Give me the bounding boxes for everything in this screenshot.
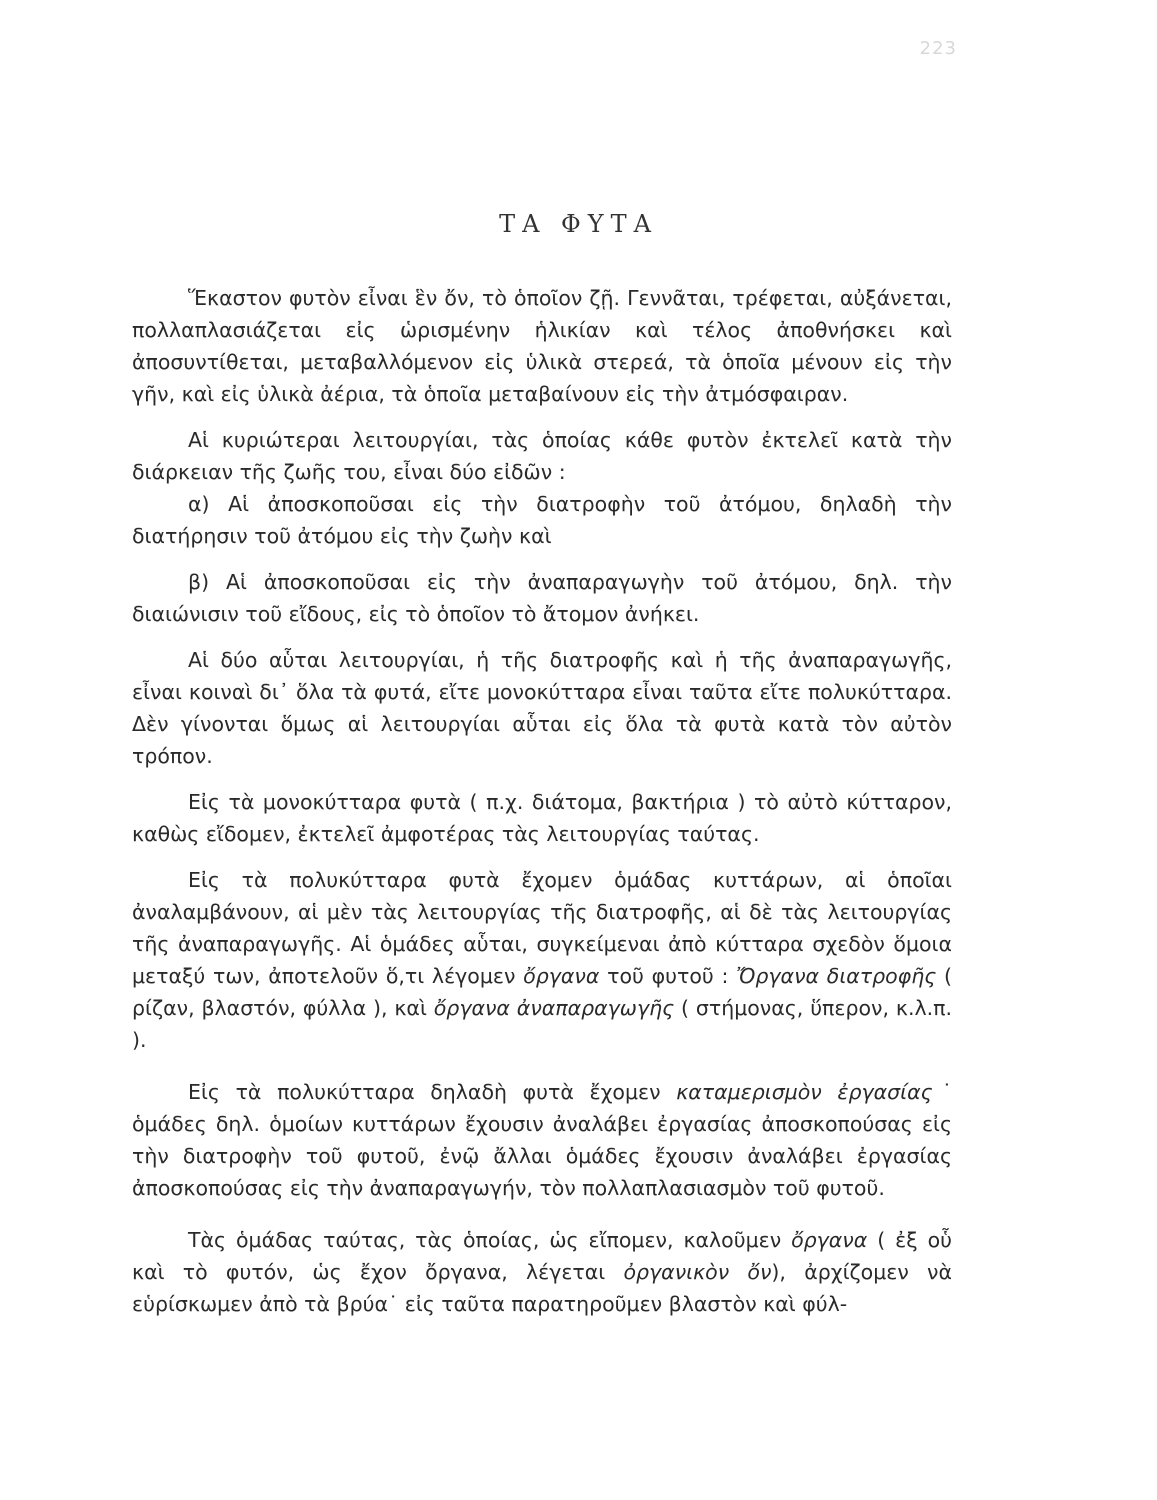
emphasis: Ὄργανα διατροφῆς [736, 964, 937, 988]
paragraph: Εἰς τὰ μονοκύτταρα φυτὰ ( π.χ. διάτομα, βακτήρια ) τὸ αὐτὸ κύτταρον, καθὼς εἴδομεν, ἐκτελεῖ ἀμφοτέρας τὰς λειτουργίας ταύτας. [132, 790, 952, 846]
text-run: τοῦ φυτοῦ : [599, 964, 737, 988]
text-run: ˙ ὁμάδες δηλ. ὁμοίων κυττάρων ἔχουσιν ἀναλάβει ἐργασίας ἀποσκοπούσας εἰς τὴν διατροφὴν τοῦ φυτοῦ, ἐνῷ ἄλλαι ὁμάδες ἔχουσιν ἀναλάβει ἐργασίας ἀποσκοπούσας εἰς τὴν ἀναπαραγωγήν, τὸν πολλαπλασιασμὸν τοῦ φυτοῦ. [132, 1080, 953, 1200]
emphasis: ὄργανα [523, 964, 600, 988]
paragraph [132, 864, 952, 1056]
list-item: β) Αἱ ἀποσκοποῦσαι εἰς τὴν ἀναπαραγωγὴν τοῦ ἀτόμου, δηλ. τὴν διαιώνισιν τοῦ εἴδους, εἰς τὸ ὁποῖον τὸ ἄτομον ἀνήκει. [132, 570, 952, 626]
text-run: Εἰς τὰ πολυκύτταρα φυτὰ ἔχομεν ὁμάδας κυττάρων, αἱ ὁποῖαι ἀναλαμβάνουν, αἱ μὲν τὰς λειτουργίας τῆς διατροφῆς, αἱ δὲ τὰς λειτουργίας τῆς ἀναπαραγωγῆς. Αἱ ὁμάδες αὗται, συγκείμεναι ἀπὸ κύτταρα σχεδὸν ὅμοια μεταξύ των, ἀποτελοῦν ὅ,τι λέγομεν [132, 868, 952, 988]
body-text [132, 282, 952, 1320]
paragraph [132, 1224, 952, 1320]
paragraph [132, 1076, 952, 1204]
page-number: 223 [919, 38, 957, 59]
paragraph: Αἱ δύο αὗται λειτουργίαι, ἡ τῆς διατροφῆς καὶ ἡ τῆς ἀναπαραγωγῆς, εἶναι κοιναὶ δι᾽ ὅλα τὰ φυτά, εἴτε μονοκύτταρα εἶναι ταῦτα εἴτε πολυκύτταρα. Δὲν γίνονται ὅμως αἱ λειτουργίαι αὗται εἰς ὅλα τὰ φυτὰ κατὰ τὸν αὐτὸν τρόπον. [132, 648, 952, 768]
emphasis: ὄργανα [791, 1228, 868, 1252]
emphasis: ὀργανικὸν ὄν [623, 1260, 772, 1284]
page-title: ΤΑ ΦΥΤΑ [499, 210, 658, 238]
text-run: Τὰς ὁμάδας ταύτας, τὰς ὁποίας, ὡς εἴπομεν, καλοῦμεν [188, 1228, 792, 1252]
emphasis: καταμερισμὸν ἐργασίας [676, 1080, 933, 1104]
list-item: α) Αἱ ἀποσκοποῦσαι εἰς τὴν διατροφὴν τοῦ ἀτόμου, δηλαδὴ τὴν διατήρησιν τοῦ ἀτόμου εἰς τὴν ζωὴν καὶ [132, 492, 952, 548]
text-run: ( ἐξ οὗ καὶ τὸ φυτόν, ὡς ἔχον ὄργανα, λέγεται [132, 1228, 952, 1284]
text-run: Εἰς τὰ πολυκύτταρα δηλαδὴ φυτὰ ἔχομεν [188, 1080, 677, 1104]
paragraph: Ἕκαστον φυτὸν εἶναι ἓν ὄν, τὸ ὁποῖον ζῇ. Γεννᾶται, τρέφεται, αὐξάνεται, πολλαπλασιάζεται εἰς ὡρισμένην ἡλικίαν καὶ τέλος ἀποθνήσκει καὶ ἀποσυντίθεται, μεταβαλλόμενον εἰς ὑλικὰ στερεά, τὰ ὁποῖα μένουν εἰς τὴν γῆν, καὶ εἰς ὑλικὰ ἀέρια, τὰ ὁποῖα μεταβαίνουν εἰς τὴν ἀτμόσφαιραν. [132, 286, 952, 406]
paragraph: Αἱ κυριώτεραι λειτουργίαι, τὰς ὁποίας κάθε φυτὸν ἐκτελεῖ κατὰ τὴν διάρκειαν τῆς ζωῆς του, εἶναι δύο εἰδῶν : [132, 428, 952, 484]
emphasis: ὄργανα ἀναπαραγωγῆς [433, 996, 675, 1020]
text-run: ( στήμονας, ὕπερον, κ.λ.π. ). [132, 996, 952, 1052]
text-run: ), ἀρχίζομεν νὰ εὑρίσκωμεν ἀπὸ τὰ βρύα˙ εἰς ταῦτα παρατηροῦμεν βλαστὸν καὶ φύλ- [132, 1260, 952, 1316]
text-run: ( ρίζαν, βλαστόν, φύλλα ), καὶ [132, 964, 952, 1020]
